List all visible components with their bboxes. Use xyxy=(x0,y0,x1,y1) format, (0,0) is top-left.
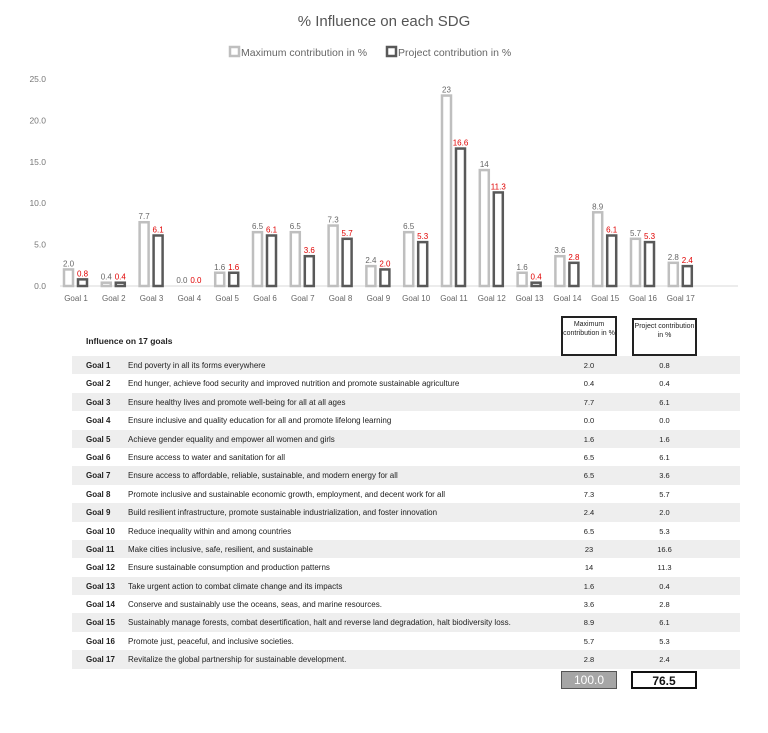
max-cell: 6.5 xyxy=(583,526,595,536)
max-cell: 3.6 xyxy=(583,600,595,610)
table-row xyxy=(72,595,740,613)
table-header xyxy=(72,318,740,356)
data-label-project: 11.3 xyxy=(490,182,506,192)
description-cell: Revitalize the global partnership for sustainable development. xyxy=(128,655,347,665)
data-label-project: 6.1 xyxy=(606,225,618,235)
data-label-project: 3.6 xyxy=(303,246,315,256)
data-label-project: 2.0 xyxy=(379,259,391,269)
bar-max xyxy=(366,266,375,286)
legend-max-label: Maximum contribution in % xyxy=(241,47,368,59)
bar-max xyxy=(593,212,602,286)
data-label-max: 1.6 xyxy=(516,262,528,272)
x-tick-label: Goal 8 xyxy=(328,294,353,303)
data-label-project: 5.3 xyxy=(643,232,656,242)
table-row xyxy=(72,430,740,448)
y-tick-label: 20.0 xyxy=(29,115,46,126)
table-row xyxy=(72,466,740,484)
project-cell: 2.0 xyxy=(659,508,670,518)
goal-cell: Goal 13 xyxy=(86,581,115,591)
x-tick-label: Goal 4 xyxy=(177,294,202,303)
x-tick-label: Goal 16 xyxy=(628,294,658,303)
data-label-project: 0.8 xyxy=(76,269,89,279)
data-label-max: 1.6 xyxy=(214,262,226,272)
bar-max xyxy=(102,283,111,286)
goal-cell: Goal 6 xyxy=(86,452,111,462)
goals-table xyxy=(72,318,740,669)
bar-max xyxy=(669,263,678,286)
x-tick-label: Goal 14 xyxy=(553,294,582,303)
description-cell: Ensure access to water and sanitation for all xyxy=(128,452,285,462)
project-cell: 1.6 xyxy=(659,434,670,444)
data-label-max: 2.8 xyxy=(667,252,679,262)
goal-cell: Goal 11 xyxy=(86,544,115,554)
max-cell: 14 xyxy=(584,563,594,573)
table-row xyxy=(72,485,740,503)
bar-project xyxy=(569,263,578,286)
project-cell: 6.1 xyxy=(659,397,670,407)
description-cell: Build resilient infrastructure, promote sustainable industrialization, and foster innovation xyxy=(128,508,438,518)
y-axis xyxy=(29,74,46,291)
data-label-max: 3.6 xyxy=(554,246,566,256)
bar-max xyxy=(140,222,149,286)
data-label-project: 0.4 xyxy=(114,272,126,282)
y-tick-label: 25.0 xyxy=(29,74,46,84)
project-cell: 6.1 xyxy=(659,618,670,628)
goal-cell: Goal 4 xyxy=(86,416,111,426)
bar-max xyxy=(253,232,262,286)
project-cell: 3.6 xyxy=(659,471,670,481)
y-tick-label: 0.0 xyxy=(34,281,46,291)
bar-project xyxy=(645,242,654,286)
project-cell: 11.3 xyxy=(657,563,672,573)
data-label-max: 0.0 xyxy=(176,276,188,285)
max-cell: 5.7 xyxy=(583,636,595,646)
total-max: 100.0 xyxy=(561,671,617,689)
bar-project xyxy=(229,273,238,286)
description-cell: Ensure healthy lives and promote well-being for all at all ages xyxy=(128,397,346,407)
data-label-max: 6.5 xyxy=(289,222,301,232)
description-cell: Promote just, peaceful, and inclusive societies. xyxy=(128,636,294,646)
bar-max xyxy=(64,269,73,286)
x-tick-label: Goal 11 xyxy=(440,294,468,303)
description-cell: Ensure sustainable consumption and production patterns xyxy=(128,563,330,573)
chart-title: % Influence on each SDG xyxy=(297,13,471,30)
bar-project xyxy=(380,269,389,286)
project-cell: 16.6 xyxy=(657,544,672,554)
table-row xyxy=(72,577,740,595)
project-cell: 0.0 xyxy=(659,416,670,426)
bar-max xyxy=(329,226,338,286)
max-cell: 2.4 xyxy=(583,508,595,518)
description-cell: Reduce inequality within and among countries xyxy=(128,526,292,536)
bar-max xyxy=(291,232,300,286)
description-cell: Sustainably manage forests, combat desertification, halt and reverse land degradation, halt biodiversity loss. xyxy=(128,618,511,628)
goal-cell: Goal 2 xyxy=(86,379,111,389)
sdg-bar-chart xyxy=(0,0,768,310)
bar-max xyxy=(631,239,640,286)
data-label-max: 8.9 xyxy=(592,202,604,212)
data-label-max: 5.7 xyxy=(629,228,642,238)
table-heading: Influence on 17 goals xyxy=(86,336,173,346)
bar-project xyxy=(607,235,616,286)
data-label-max: 6.5 xyxy=(251,222,264,232)
table-row xyxy=(72,393,740,411)
description-cell: Make cities inclusive, safe, resilient, and sustainable xyxy=(128,544,313,554)
bar-max xyxy=(215,273,224,286)
x-tick-label: Goal 17 xyxy=(666,294,695,303)
chart-legend xyxy=(230,47,511,59)
max-cell: 2.8 xyxy=(583,655,595,665)
goal-cell: Goal 16 xyxy=(86,636,115,646)
project-cell: 0.4 xyxy=(659,581,670,591)
data-label-max: 7.7 xyxy=(138,212,150,222)
project-cell: 2.8 xyxy=(659,600,670,610)
y-tick-label: 5.0 xyxy=(34,239,46,250)
goal-cell: Goal 10 xyxy=(86,526,115,536)
table-body xyxy=(72,356,740,669)
goal-cell: Goal 1 xyxy=(86,361,111,370)
bar-project xyxy=(456,149,465,286)
table-row xyxy=(72,540,740,558)
legend-max-swatch xyxy=(230,47,239,56)
bar-project xyxy=(418,242,427,286)
goal-cell: Goal 9 xyxy=(86,508,111,518)
max-cell: 0.0 xyxy=(583,416,595,426)
data-label-project: 2.4 xyxy=(681,256,693,266)
data-label-project: 0.4 xyxy=(530,272,542,282)
table-row xyxy=(72,448,740,466)
bar-project xyxy=(116,283,125,286)
description-cell: Achieve gender equality and empower all women and girls xyxy=(128,434,335,444)
bar-project xyxy=(78,279,87,286)
data-label-max: 2.0 xyxy=(62,259,75,269)
data-label-project: 1.6 xyxy=(228,262,240,272)
bar-project xyxy=(154,235,163,286)
col-header-max: Maximum contribution in % xyxy=(561,316,617,356)
goal-cell: Goal 17 xyxy=(86,655,115,665)
data-label-max: 2.4 xyxy=(365,256,377,266)
table-row xyxy=(72,503,740,521)
legend-proj-label: Project contribution in % xyxy=(398,47,512,59)
data-label-project: 5.7 xyxy=(341,228,353,238)
max-cell: 7.7 xyxy=(583,397,595,407)
bar-project xyxy=(267,235,276,286)
project-cell: 0.8 xyxy=(659,361,670,370)
bar-project xyxy=(494,192,503,286)
x-tick-label: Goal 12 xyxy=(477,294,506,303)
legend-proj-swatch xyxy=(387,47,396,56)
goal-cell: Goal 14 xyxy=(86,600,115,610)
data-label-max: 14 xyxy=(479,160,489,170)
description-cell: End hunger, achieve food security and improved nutrition and promote sustainable agriculture xyxy=(128,379,460,389)
x-tick-label: Goal 5 xyxy=(215,294,239,303)
x-tick-label: Goal 3 xyxy=(139,294,164,303)
data-label-max: 0.4 xyxy=(100,272,112,282)
bar-project xyxy=(305,256,314,286)
max-cell: 2.0 xyxy=(583,361,595,370)
x-tick-label: Goal 10 xyxy=(402,294,431,303)
table-row xyxy=(72,650,740,668)
bar-project xyxy=(532,283,541,286)
table-row xyxy=(72,522,740,540)
goal-cell: Goal 7 xyxy=(86,471,111,481)
data-label-max: 6.5 xyxy=(403,222,415,232)
description-cell: Promote inclusive and sustainable economic growth, employment, and decent work for all xyxy=(128,489,446,499)
project-cell: 5.3 xyxy=(659,526,670,536)
table-row xyxy=(72,356,740,374)
data-label-project: 5.3 xyxy=(417,232,429,242)
total-proj: 76.5 xyxy=(631,671,697,689)
table-row xyxy=(72,558,740,576)
max-cell: 0.4 xyxy=(583,379,595,389)
description-cell: Conserve and sustainably use the oceans, seas, and marine resources. xyxy=(128,600,382,610)
x-tick-label: Goal 7 xyxy=(291,294,315,303)
y-tick-label: 10.0 xyxy=(29,198,46,209)
x-tick-label: Goal 1 xyxy=(64,294,88,303)
description-cell: Take urgent action to combat climate change and its impacts xyxy=(128,581,343,591)
max-cell: 7.3 xyxy=(583,489,595,499)
data-label-max: 23 xyxy=(442,85,451,95)
col-header-proj: Project contribution in % xyxy=(632,318,697,356)
max-cell: 8.9 xyxy=(583,618,595,628)
bar-project xyxy=(343,239,352,286)
data-label-project: 2.8 xyxy=(568,252,580,262)
bar-max xyxy=(518,273,527,286)
max-cell: 23 xyxy=(584,544,594,554)
x-tick-label: Goal 9 xyxy=(366,294,391,303)
x-tick-label: Goal 2 xyxy=(102,294,126,303)
data-label-project: 0.0 xyxy=(190,276,202,285)
goal-cell: Goal 3 xyxy=(86,397,111,407)
goal-cell: Goal 5 xyxy=(86,434,111,444)
data-label-project: 6.1 xyxy=(265,225,278,235)
goal-cell: Goal 15 xyxy=(86,618,115,628)
table-row xyxy=(72,613,740,631)
data-label-project: 16.6 xyxy=(452,138,469,148)
bar-max xyxy=(555,256,564,286)
project-cell: 5.7 xyxy=(659,489,670,499)
max-cell: 6.5 xyxy=(583,452,595,462)
table-row xyxy=(72,632,740,650)
project-cell: 0.4 xyxy=(659,379,670,389)
max-cell: 6.5 xyxy=(583,471,595,481)
description-cell: Ensure access to affordable, reliable, sustainable, and modern energy for all xyxy=(128,471,398,481)
bar-max xyxy=(480,170,489,286)
max-cell: 1.6 xyxy=(583,581,595,591)
description-cell: Ensure inclusive and quality education for all and promote lifelong learning xyxy=(128,416,392,426)
x-tick-label: Goal 15 xyxy=(591,294,620,303)
x-tick-label: Goal 6 xyxy=(253,294,277,303)
table-row xyxy=(72,374,740,392)
data-label-project: 6.1 xyxy=(152,225,164,235)
bar-max xyxy=(442,96,451,286)
project-cell: 2.4 xyxy=(659,655,670,665)
x-axis xyxy=(64,294,695,303)
project-cell: 5.3 xyxy=(659,636,670,646)
project-cell: 6.1 xyxy=(659,452,670,462)
bar-max xyxy=(404,232,413,286)
table-row xyxy=(72,411,740,429)
goal-cell: Goal 12 xyxy=(86,563,115,573)
x-tick-label: Goal 13 xyxy=(515,294,544,303)
description-cell: End poverty in all its forms everywhere xyxy=(128,361,266,370)
data-label-max: 7.3 xyxy=(327,215,339,225)
bars xyxy=(63,86,693,286)
bar-project xyxy=(683,266,692,286)
goal-cell: Goal 8 xyxy=(86,489,111,499)
y-tick-label: 15.0 xyxy=(29,156,46,167)
max-cell: 1.6 xyxy=(583,434,595,444)
